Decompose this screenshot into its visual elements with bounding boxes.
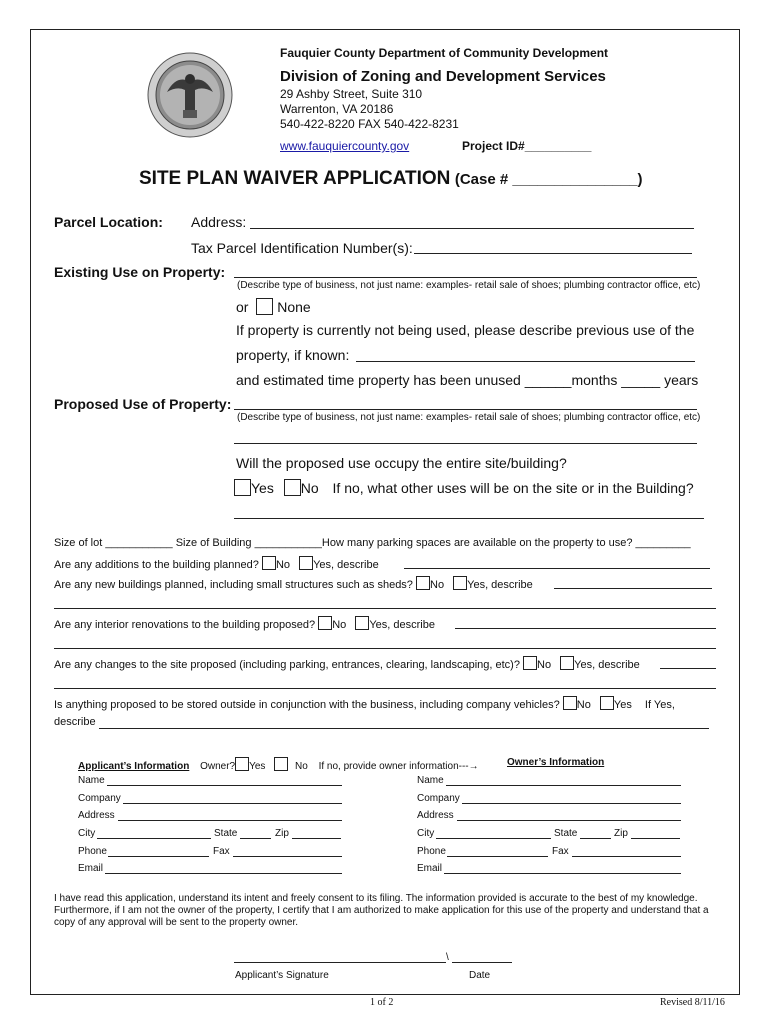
interior-row — [54, 616, 435, 631]
entire-no-checkbox[interactable] — [284, 479, 301, 496]
applicant-city-label: City — [78, 828, 96, 839]
owner-fax-label: Fax — [552, 846, 569, 857]
stored-outside-question: Is anything proposed to be stored outside in conjunction with the business, including company vehicles? — [54, 699, 560, 711]
new-buildings-yes-label: Yes, describe — [467, 579, 533, 591]
phone-fax: 540-422-8220 FAX 540-422-8231 — [280, 117, 459, 131]
entire-site-options — [234, 479, 694, 496]
proposed-use-label: Proposed Use of Property: — [54, 396, 232, 412]
new-buildings-describe-field[interactable] — [554, 588, 712, 589]
stored-describe-label: describe — [54, 716, 96, 728]
entire-site-question: Will the proposed use occupy the entire site/building? — [236, 455, 567, 471]
signature-label: Applicant’s Signature — [235, 970, 329, 981]
owner-no-label: No — [295, 761, 308, 772]
interior-describe-field[interactable] — [455, 628, 716, 629]
new-buildings-describe-line-2[interactable] — [54, 608, 716, 609]
applicant-state-label: State — [214, 828, 238, 839]
address-line-2: Warrenton, VA 20186 — [280, 102, 394, 116]
division-name: Division of Zoning and Development Services — [280, 68, 606, 85]
entire-yes-label: Yes — [251, 480, 274, 496]
existing-use-hint: (Describe type of business, not just name: examples- retail sale of shoes; plumbing contractor office, etc) — [237, 280, 701, 291]
certification-line-2: Furthermore, if I am not the owner of the property, I certify that I am authorized to make application for this use of the property and understand that a — [54, 905, 709, 916]
additions-no-checkbox[interactable] — [262, 556, 276, 570]
owner-heading: Owner’s Information — [507, 757, 605, 768]
stored-no-checkbox[interactable] — [563, 696, 577, 710]
site-changes-describe-line-2[interactable] — [54, 688, 716, 689]
new-buildings-no-label: No — [430, 579, 445, 591]
owner-city-field[interactable] — [436, 838, 551, 839]
page-number: 1 of 2 — [370, 997, 394, 1008]
stored-yes-label: Yes — [613, 699, 632, 711]
date-field[interactable] — [452, 962, 512, 963]
applicant-fax-field[interactable] — [233, 856, 342, 857]
interior-question: Are any interior renovations to the building proposed? — [54, 619, 316, 631]
none-option — [236, 298, 311, 315]
applicant-header-row — [78, 757, 479, 772]
applicant-address-label: Address — [78, 810, 115, 821]
interior-no-label: No — [332, 619, 347, 631]
existing-use-label: Existing Use on Property: — [54, 264, 226, 280]
applicant-company-field[interactable] — [123, 803, 342, 804]
or-text: or — [236, 299, 249, 315]
interior-no-checkbox[interactable] — [318, 616, 332, 630]
signature-field[interactable] — [234, 962, 446, 963]
address-line-1: 29 Ashby Street, Suite 310 — [280, 87, 423, 101]
owner-name-field[interactable] — [446, 785, 681, 786]
owner-zip-field[interactable] — [631, 838, 680, 839]
applicant-address-field[interactable] — [118, 820, 342, 821]
owner-state-field[interactable] — [580, 838, 611, 839]
applicant-name-label: Name — [78, 775, 105, 786]
proposed-use-field[interactable] — [234, 409, 697, 410]
site-changes-yes-checkbox[interactable] — [560, 656, 574, 670]
tax-parcel-field[interactable] — [414, 253, 692, 254]
none-label: None — [277, 299, 311, 315]
county-seal-icon — [147, 52, 233, 138]
site-changes-question: Are any changes to the site proposed (including parking, entrances, clearing, landscaping, etc)? — [54, 659, 520, 671]
applicant-phone-label: Phone — [78, 846, 107, 857]
site-changes-yes-label: Yes, describe — [574, 659, 640, 671]
new-buildings-question: Are any new buildings planned, including small structures such as sheds? — [54, 579, 413, 591]
applicant-zip-field[interactable] — [292, 838, 341, 839]
proposed-use-field-2[interactable] — [234, 443, 697, 444]
owner-name-label: Name — [417, 775, 444, 786]
website-link[interactable]: www.fauquiercounty.gov — [280, 139, 410, 153]
applicant-phone-field[interactable] — [108, 856, 209, 857]
title-main: SITE PLAN WAIVER APPLICATION — [139, 168, 451, 189]
none-checkbox[interactable] — [256, 298, 273, 315]
stored-outside-row — [54, 696, 675, 711]
certification-line-3: copy of any approval will be sent to the property owner. — [54, 917, 299, 928]
certification-line-1: I have read this application, understand its intent and freely consent to its filing. The information provided is accurate to the best of my knowledge. — [54, 893, 698, 904]
previous-use-text-1: If property is currently not being used, please describe previous use of the — [236, 322, 695, 338]
applicant-company-label: Company — [78, 793, 121, 804]
owner-fax-field[interactable] — [572, 856, 681, 857]
additions-question: Are any additions to the building planned? — [54, 559, 259, 571]
site-changes-no-checkbox[interactable] — [523, 656, 537, 670]
applicant-email-label: Email — [78, 863, 104, 874]
owner-company-label: Company — [417, 793, 460, 804]
new-buildings-no-checkbox[interactable] — [416, 576, 430, 590]
if-no-provide-owner: If no, provide owner information---→ — [318, 761, 479, 772]
other-uses-field[interactable] — [234, 518, 704, 519]
applicant-fax-label: Fax — [213, 846, 230, 857]
owner-no-checkbox[interactable] — [274, 757, 288, 771]
previous-use-text-2: property, if known: — [236, 347, 350, 363]
additions-describe-field[interactable] — [404, 568, 710, 569]
site-changes-describe-field[interactable] — [660, 668, 716, 669]
interior-yes-checkbox[interactable] — [355, 616, 369, 630]
site-changes-no-label: No — [537, 659, 552, 671]
additions-no-label: No — [275, 559, 290, 571]
additions-yes-checkbox[interactable] — [299, 556, 313, 570]
owner-company-field[interactable] — [462, 803, 681, 804]
address-label: Address: — [191, 214, 247, 230]
page-title — [139, 168, 643, 190]
owner-email-field[interactable] — [444, 873, 681, 874]
owner-city-label: City — [417, 828, 435, 839]
applicant-name-field[interactable] — [107, 785, 342, 786]
interior-yes-label: Yes, describe — [369, 619, 435, 631]
owner-address-field[interactable] — [457, 820, 681, 821]
site-changes-row — [54, 656, 640, 671]
entire-no-label: No — [300, 480, 319, 496]
applicant-city-field[interactable] — [97, 838, 211, 839]
other-uses-question: If no, what other uses will be on the site or in the Building? — [332, 480, 694, 496]
proposed-use-hint: (Describe type of business, not just name: examples- retail sale of shoes; plumbing contractor office, etc) — [237, 412, 701, 423]
previous-use-field[interactable] — [356, 361, 695, 362]
time-unused: and estimated time property has been unused ______months _____ years — [236, 372, 699, 388]
department-name: Fauquier County Department of Community Development — [280, 46, 609, 60]
address-field[interactable] — [250, 228, 694, 229]
owner-email-label: Email — [417, 863, 443, 874]
applicant-heading: Applicant’s Information — [78, 761, 190, 772]
parcel-location-label: Parcel Location: — [54, 214, 163, 230]
stored-yes-checkbox[interactable] — [600, 696, 614, 710]
new-buildings-row — [54, 576, 533, 591]
owner-state-label: State — [554, 828, 578, 839]
case-number: (Case # _______________) — [454, 171, 643, 188]
owner-yes-label: Yes — [249, 761, 266, 772]
owner-yes-checkbox[interactable] — [235, 757, 249, 771]
signature-divider: \ — [446, 952, 449, 963]
size-parking-line: Size of lot ___________ Size of Building ___________How many parking spaces are available on the property to use? _________ — [54, 537, 691, 549]
date-label: Date — [469, 970, 491, 981]
owner-phone-label: Phone — [417, 846, 446, 857]
tax-parcel-label: Tax Parcel Identification Number(s): — [191, 240, 413, 256]
revised-date: Revised 8/11/16 — [660, 997, 725, 1008]
additions-row — [54, 556, 379, 571]
entire-yes-checkbox[interactable] — [234, 479, 251, 496]
applicant-zip-label: Zip — [275, 828, 289, 839]
interior-describe-line-2[interactable] — [54, 648, 716, 649]
owner-phone-field[interactable] — [447, 856, 548, 857]
applicant-state-field[interactable] — [240, 838, 271, 839]
existing-use-field[interactable] — [234, 277, 697, 278]
new-buildings-yes-checkbox[interactable] — [453, 576, 467, 590]
owner-zip-label: Zip — [614, 828, 628, 839]
owner-question: Owner? — [200, 761, 236, 772]
owner-address-label: Address — [417, 810, 454, 821]
if-yes-label: If Yes, — [644, 699, 675, 711]
project-id: Project ID#__________ — [462, 139, 592, 153]
additions-yes-label: Yes, describe — [313, 559, 379, 571]
stored-no-label: No — [576, 699, 591, 711]
stored-describe-field[interactable] — [99, 728, 709, 729]
applicant-email-field[interactable] — [105, 873, 342, 874]
